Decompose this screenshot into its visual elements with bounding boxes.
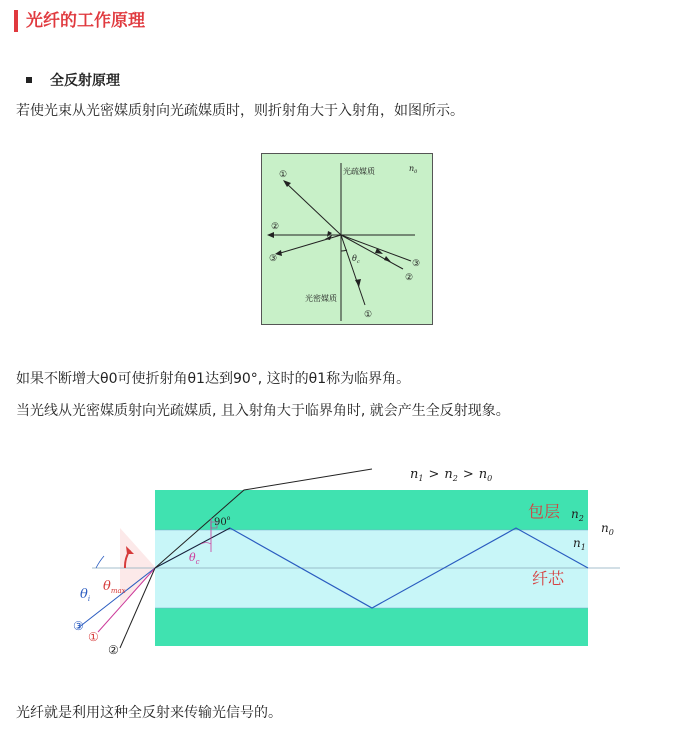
theta-i-sub: i [87, 595, 91, 603]
refraction-diagram [261, 153, 433, 325]
diagram-background [262, 154, 433, 325]
ray-label-3-right: ③ [412, 259, 421, 269]
relation-gt2: > [462, 467, 474, 482]
paragraph-intro: 若使光束从光密媒质射向光疏媒质时，则折射角大于入射角，如图所示。 [16, 103, 464, 119]
degree-mark: o [226, 515, 231, 522]
core-label: 纤芯 [532, 569, 565, 588]
angle-90: 90 [214, 517, 227, 528]
label-theta-c: θ [352, 254, 357, 263]
ray-label-2-left: ② [271, 222, 280, 232]
relation-n1: n [410, 467, 419, 482]
ray-label-3-left: ③ [269, 254, 278, 264]
ray-label-3: ③ [73, 619, 84, 633]
label-n0: n [409, 164, 415, 173]
label-dense-medium: 光密媒质 [305, 294, 337, 303]
fiber-diagram [0, 440, 675, 670]
subsection-title [26, 70, 120, 90]
cladding-bottom [155, 608, 588, 646]
core [155, 530, 588, 608]
n2-sub: 2 [578, 514, 584, 523]
relation-n0: n [478, 467, 488, 482]
ray-label-1-bottom: ① [364, 310, 373, 320]
paragraph-conclusion: 光纤就是利用这种全反射来传输光信号的。 [16, 705, 282, 721]
n1-sub: 1 [580, 543, 586, 552]
n0-sub: 0 [608, 528, 614, 537]
relation-sub0: 0 [487, 474, 493, 483]
n2-label: n [571, 507, 579, 521]
paragraph-total-reflection: 当光线从光密媒质射向光疏媒质, 且入射角大于临界角时, 就会产生全反射现象。 [16, 403, 510, 419]
relation-gt1: > [428, 467, 440, 482]
theta-max-label: θ [103, 579, 111, 594]
label-sparse-medium: 光疏媒质 [343, 167, 375, 176]
label-theta-c-sub: c [356, 259, 360, 265]
ray-label-2: ② [108, 643, 119, 657]
n1-label: n [573, 536, 581, 550]
cladding-label: 包层 [528, 502, 561, 521]
relation-sub1: 1 [418, 474, 424, 483]
theta-max-sub: max [110, 587, 126, 595]
svg-text:θi [80, 587, 90, 603]
ray-label-2-right: ② [405, 273, 414, 283]
ray-label-1: ① [88, 630, 99, 644]
bullet-icon [26, 77, 32, 83]
svg-text:n0 [601, 521, 614, 537]
label-n0-sub: 0 [414, 169, 418, 175]
theta-c-label: θ [189, 551, 196, 564]
n0-label: n [601, 521, 609, 535]
svg-text:n1>n2>n0 [410, 467, 492, 483]
subsection-title-text: 全反射原理 [50, 73, 120, 89]
paragraph-critical-angle: 如果不断增大θ0可使折射角θ1达到90°, 这时的θ1称为临界角。 [16, 371, 411, 387]
theta-i-label: θ [80, 587, 88, 602]
relation-n2: n [444, 467, 453, 482]
theta-c-sub: c [195, 558, 200, 566]
theta-i-arc [96, 556, 104, 568]
relation-sub2: 2 [452, 474, 458, 483]
ray-label-1-top: ① [279, 170, 288, 180]
section-title: 光纤的工作原理 [14, 10, 145, 32]
